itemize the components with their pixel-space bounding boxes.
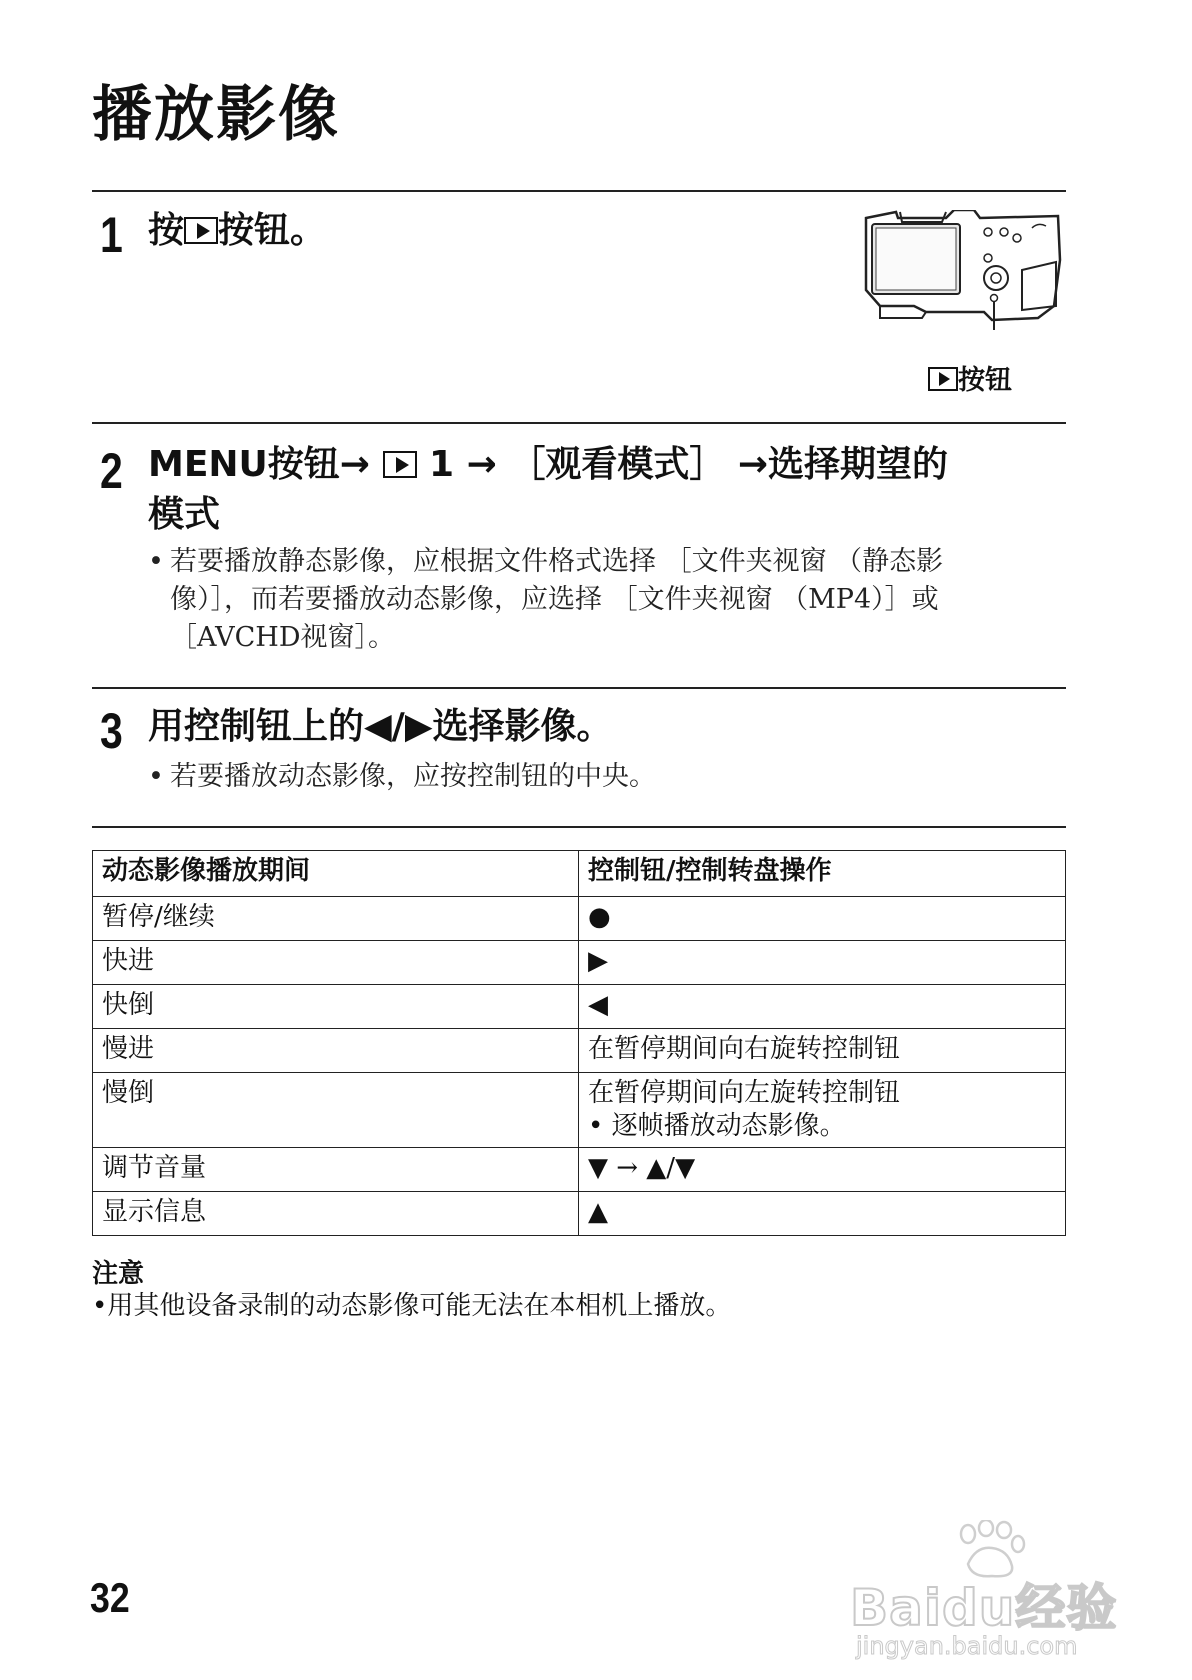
table-cell-operation: ▶: [579, 941, 1066, 985]
table-cell-action: 显示信息: [93, 1192, 579, 1236]
playback-button-icon: [928, 367, 958, 391]
table-cell-operation: ▲: [579, 1192, 1066, 1236]
table-cell-operation: ●: [579, 897, 1066, 941]
baidu-watermark: [850, 1520, 1140, 1660]
step-2-heading-line2: 模式: [148, 493, 221, 535]
table-row: [93, 941, 1066, 985]
table-cell-operation: [579, 1073, 1066, 1148]
divider: [92, 687, 1066, 689]
table-header-row: [93, 851, 1066, 897]
table-cell-operation: ▼ → ▲/▼: [579, 1148, 1066, 1192]
table-row: [93, 985, 1066, 1029]
table-row: [93, 1029, 1066, 1073]
step-2-bullet: • 若要播放静态影像，应根据文件格式选择 ［文件夹视窗 （静态影 像）］，而若要播放动态影像，应选择 ［文件夹视窗 （MP4）］或 ［AVCHD视窗］。: [148, 546, 944, 653]
step-2-heading: [148, 440, 948, 539]
table-header-cell: 控制钮/控制转盘操作: [579, 851, 1066, 897]
table-header-cell: 动态影像播放期间: [93, 851, 579, 897]
step-1-number: 1: [100, 207, 123, 263]
table-cell-action: 慢倒: [93, 1073, 579, 1148]
table-cell-operation: 在暂停期间向右旋转控制钮: [579, 1029, 1066, 1073]
watermark-url: jingyan.baidu.com: [856, 1632, 1078, 1660]
divider: [92, 422, 1066, 424]
playback-button-icon: [184, 217, 218, 244]
watermark-logo-text: Baidu经验: [850, 1579, 1118, 1637]
step-1-heading-pre: 按: [148, 210, 185, 251]
step-2-bullet-line1: 若要播放静态影像，应根据文件格式选择 ［文件夹视窗 （静态影: [170, 546, 944, 577]
table-cell-action: 暂停/继续: [93, 897, 579, 941]
table-cell-operation-text: 在暂停期间向左旋转控制钮: [588, 1078, 901, 1108]
note-text: •用其他设备录制的动态影像可能无法在本相机上播放。: [92, 1291, 732, 1321]
page-number: 32: [90, 1574, 130, 1621]
step-3-bullet: • 若要播放动态影像，应按控制钮的中央。: [148, 761, 656, 792]
step-1-heading-post: 按钮。: [218, 210, 327, 251]
table-row: [93, 897, 1066, 941]
divider: [92, 190, 1066, 192]
step-3-heading: 用控制钮上的◀/▶选择影像。: [148, 706, 613, 747]
step-3-number: 3: [100, 703, 123, 759]
table-cell-action: 快倒: [93, 985, 579, 1029]
step-2-number: 2: [100, 443, 123, 499]
table-cell-operation-note: • 逐帧播放动态影像。: [588, 1111, 846, 1141]
playback-button-icon: [383, 451, 417, 478]
page-title: 播放影像: [92, 80, 340, 150]
table-cell-action: 调节音量: [93, 1148, 579, 1192]
step-2-heading-pre: MENU按钮→: [148, 444, 370, 485]
table-cell-operation: ◀: [579, 985, 1066, 1029]
step-2-bullet-line2: 像）］，而若要播放动态影像，应选择 ［文件夹视窗 （MP4）］或: [170, 584, 939, 615]
note-title: 注意: [92, 1259, 145, 1289]
divider: [92, 826, 1066, 828]
step-3-bullet-text: 若要播放动态影像，应按控制钮的中央。: [170, 761, 656, 792]
step-2-heading-post: 1 → ［观看模式］ →选择期望的: [429, 444, 949, 485]
step-1-heading: [148, 206, 326, 256]
table-row: [93, 1192, 1066, 1236]
table-row: [93, 1148, 1066, 1192]
camera-callout: [928, 358, 1012, 397]
table-row: [93, 1073, 1066, 1148]
camera-caption-label: 按钮: [958, 365, 1012, 396]
playback-operations-table: [92, 850, 1066, 1236]
step-2-bullet-line3: ［AVCHD视窗］。: [170, 622, 396, 653]
table-cell-action: 快进: [93, 941, 579, 985]
table-cell-action: 慢进: [93, 1029, 579, 1073]
